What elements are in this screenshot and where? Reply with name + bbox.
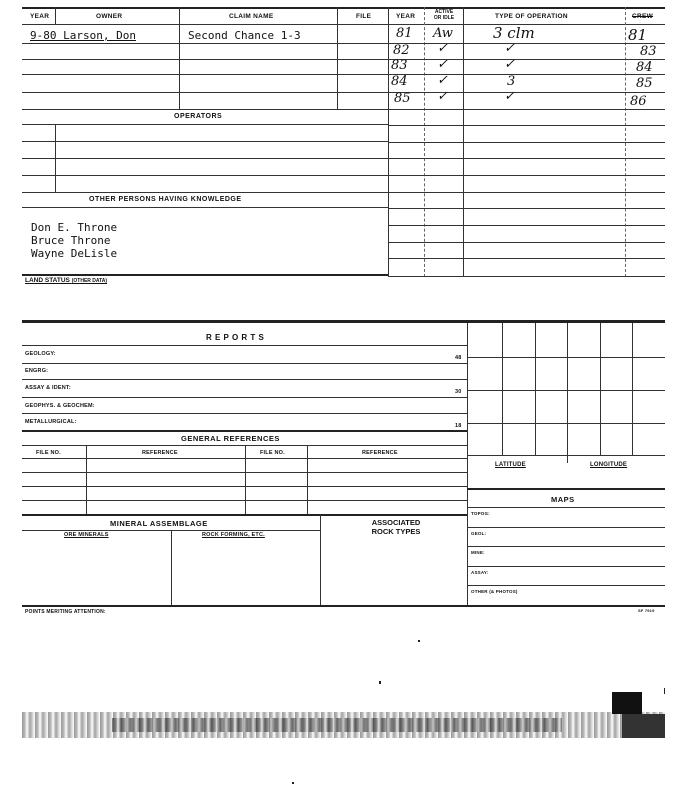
- log-rule: [388, 43, 665, 44]
- row-rule: [22, 74, 388, 75]
- col-rule: [307, 445, 308, 515]
- log-rule: [388, 125, 665, 126]
- log-rule: [388, 208, 665, 209]
- header-owner: OWNER: [96, 13, 123, 20]
- col-rule: [245, 445, 246, 515]
- scan-dot: [379, 681, 381, 684]
- mineral-heading: MINERAL ASSEMBLAGE: [110, 519, 208, 528]
- operators-rule: [22, 124, 388, 125]
- maps-rule: [467, 507, 665, 508]
- row-rule: [22, 109, 388, 110]
- reports-rule: [22, 379, 467, 380]
- maps-rule: [467, 566, 665, 567]
- ref-bottom-rule: [22, 514, 467, 516]
- associated-line-1: ASSOCIATED: [371, 518, 421, 527]
- points-meriting-attention: POINTS MERITING ATTENTION:: [25, 609, 106, 615]
- log-rule: [388, 92, 665, 93]
- scan-dot: [418, 640, 420, 642]
- log-type: 3 clm: [493, 24, 535, 42]
- row-rule: [22, 43, 388, 44]
- col-rule: [337, 7, 338, 110]
- top-rule: [22, 7, 665, 9]
- report-assay: ASSAY & IDENT:: [25, 385, 71, 391]
- log-rule: [388, 175, 665, 176]
- row-rule: [22, 141, 388, 142]
- log-type: ✓: [504, 57, 515, 72]
- log-rule: [388, 59, 665, 60]
- col-rule: [55, 124, 56, 192]
- col-rule: [467, 323, 468, 605]
- log-status: ✓: [437, 41, 448, 56]
- reports-rule: [22, 345, 467, 346]
- map-topog: TOPOG:: [471, 511, 490, 516]
- ref-file-no-header: FILE NO.: [260, 450, 285, 456]
- report-number: 18: [455, 423, 462, 429]
- rock-forming-header: ROCK FORMING, ETC.: [202, 532, 265, 538]
- ore-minerals-header: ORE MINERALS: [64, 532, 109, 538]
- reports-top-rule: [22, 320, 665, 323]
- log-year: 82: [393, 43, 410, 58]
- longitude-label: LONGITUDE: [590, 462, 628, 468]
- log-status: ✓: [437, 89, 448, 104]
- land-status-text: LAND STATUS: [25, 277, 70, 284]
- maps-rule: [467, 527, 665, 528]
- map-other: OTHER (& PHOTOS): [471, 589, 518, 594]
- form-number: SF 7919: [638, 608, 655, 613]
- grid-rule: [467, 455, 665, 456]
- header-active: ACTIVE: [434, 9, 454, 15]
- general-refs-heading: GENERAL REFERENCES: [181, 434, 280, 443]
- knowledge-person: Don E. Throne: [31, 221, 118, 234]
- reports-rule: [22, 397, 467, 398]
- ref-reference-header: REFERENCE: [362, 450, 398, 456]
- map-mine: MINE:: [471, 550, 485, 555]
- reports-rule: [22, 363, 467, 364]
- report-geology: GEOLOGY:: [25, 351, 56, 357]
- log-status: ✓: [437, 73, 448, 88]
- log-rule: [388, 276, 665, 277]
- knowledge-person: Bruce Throne: [31, 234, 111, 247]
- header-year-2: YEAR: [396, 13, 416, 20]
- log-type: 3: [507, 74, 516, 89]
- report-metallurgical: METALLURGICAL:: [25, 419, 77, 425]
- owner-entry: 9-80 Larson, Don: [30, 29, 136, 42]
- report-geophys: GEOPHYS. & GEOCHEM:: [25, 403, 95, 409]
- grid-rule: [467, 423, 665, 424]
- log-year: 84: [391, 74, 408, 89]
- bottom-rule: [22, 605, 665, 607]
- header-active-idle: [427, 9, 461, 21]
- header-file: FILE: [356, 13, 372, 20]
- grid-rule: [467, 357, 665, 358]
- col-rule: [567, 323, 568, 463]
- log-type: ✓: [504, 89, 515, 104]
- ref-file-no-header: FILE NO.: [36, 450, 61, 456]
- log-year: 85: [394, 91, 411, 106]
- log-rule: [388, 74, 665, 75]
- log-crew: 84: [636, 60, 653, 75]
- col-rule: [632, 323, 633, 455]
- scan-dot: [292, 782, 294, 784]
- log-rule: [388, 192, 665, 193]
- row-rule: [22, 175, 388, 176]
- col-rule: [171, 530, 172, 605]
- maps-heading: MAPS: [551, 495, 575, 504]
- map-geol: GEOL:: [471, 531, 487, 536]
- land-status-sub: (OTHER DATA): [71, 278, 108, 284]
- header-or-idle: OR IDLE: [433, 15, 455, 21]
- scan-band: [112, 718, 562, 732]
- scan-blob: [622, 714, 665, 738]
- log-rule: [388, 225, 665, 226]
- row-rule: [22, 92, 388, 93]
- scan-dot: [664, 688, 665, 694]
- log-year: 81: [396, 26, 413, 41]
- operators-heading: OPERATORS: [174, 113, 223, 120]
- report-number: 30: [455, 389, 462, 395]
- land-status-label: [25, 277, 107, 284]
- header-year: YEAR: [30, 13, 50, 20]
- scan-noise: [22, 700, 665, 770]
- ref-reference-header: REFERENCE: [142, 450, 178, 456]
- col-rule: [179, 7, 180, 110]
- log-type: ✓: [504, 41, 515, 56]
- report-engrg: ENGRG:: [25, 368, 49, 374]
- reports-rule: [22, 413, 467, 414]
- scan-blob: [612, 692, 642, 714]
- header-claim-name: CLAIM NAME: [229, 13, 274, 20]
- log-status: ✓: [437, 57, 448, 72]
- log-status: Aw: [433, 26, 453, 41]
- col-rule: [600, 323, 601, 455]
- log-year: 83: [391, 58, 408, 73]
- header-type-of-operation: TYPE OF OPERATION: [495, 13, 568, 20]
- log-rule: [388, 158, 665, 159]
- col-rule: [55, 7, 56, 24]
- grid-rule: [467, 390, 665, 391]
- report-number: 48: [455, 355, 462, 361]
- header-crew: CREW: [632, 13, 654, 20]
- log-rule: [388, 242, 665, 243]
- header-rule: [22, 24, 665, 25]
- others-bottom-rule: [22, 274, 388, 276]
- col-rule: [320, 514, 321, 605]
- associated-line-2: ROCK TYPES: [371, 527, 421, 536]
- others-heading: OTHER PERSONS HAVING KNOWLEDGE: [89, 196, 242, 203]
- log-crew: 85: [636, 76, 653, 91]
- col-rule: [535, 323, 536, 455]
- associated-rock-types: [354, 518, 438, 536]
- log-crew: 86: [630, 94, 647, 109]
- latitude-label: LATITUDE: [495, 462, 526, 468]
- maps-rule: [467, 585, 665, 586]
- grid-rule: [467, 488, 665, 490]
- others-rule: [22, 207, 388, 208]
- log-rule: [388, 142, 665, 143]
- log-crew: 81: [628, 26, 648, 44]
- col-rule: [86, 445, 87, 515]
- row-rule: [22, 192, 388, 193]
- col-rule: [502, 323, 503, 455]
- row-rule: [22, 59, 388, 60]
- row-rule: [22, 158, 388, 159]
- reports-rule: [22, 430, 467, 432]
- map-assay: ASSAY:: [471, 570, 489, 575]
- ref-rule: [22, 472, 467, 473]
- log-crew: 83: [640, 44, 657, 59]
- knowledge-person: Wayne DeLisle: [31, 247, 118, 260]
- ref-rule: [22, 458, 467, 459]
- maps-rule: [467, 546, 665, 547]
- claim-entry: Second Chance 1-3: [188, 29, 301, 42]
- reports-heading: R E P O R T S: [206, 333, 265, 342]
- ref-rule: [22, 486, 467, 487]
- log-rule: [388, 109, 665, 110]
- ref-rule: [22, 500, 467, 501]
- log-rule: [388, 258, 665, 259]
